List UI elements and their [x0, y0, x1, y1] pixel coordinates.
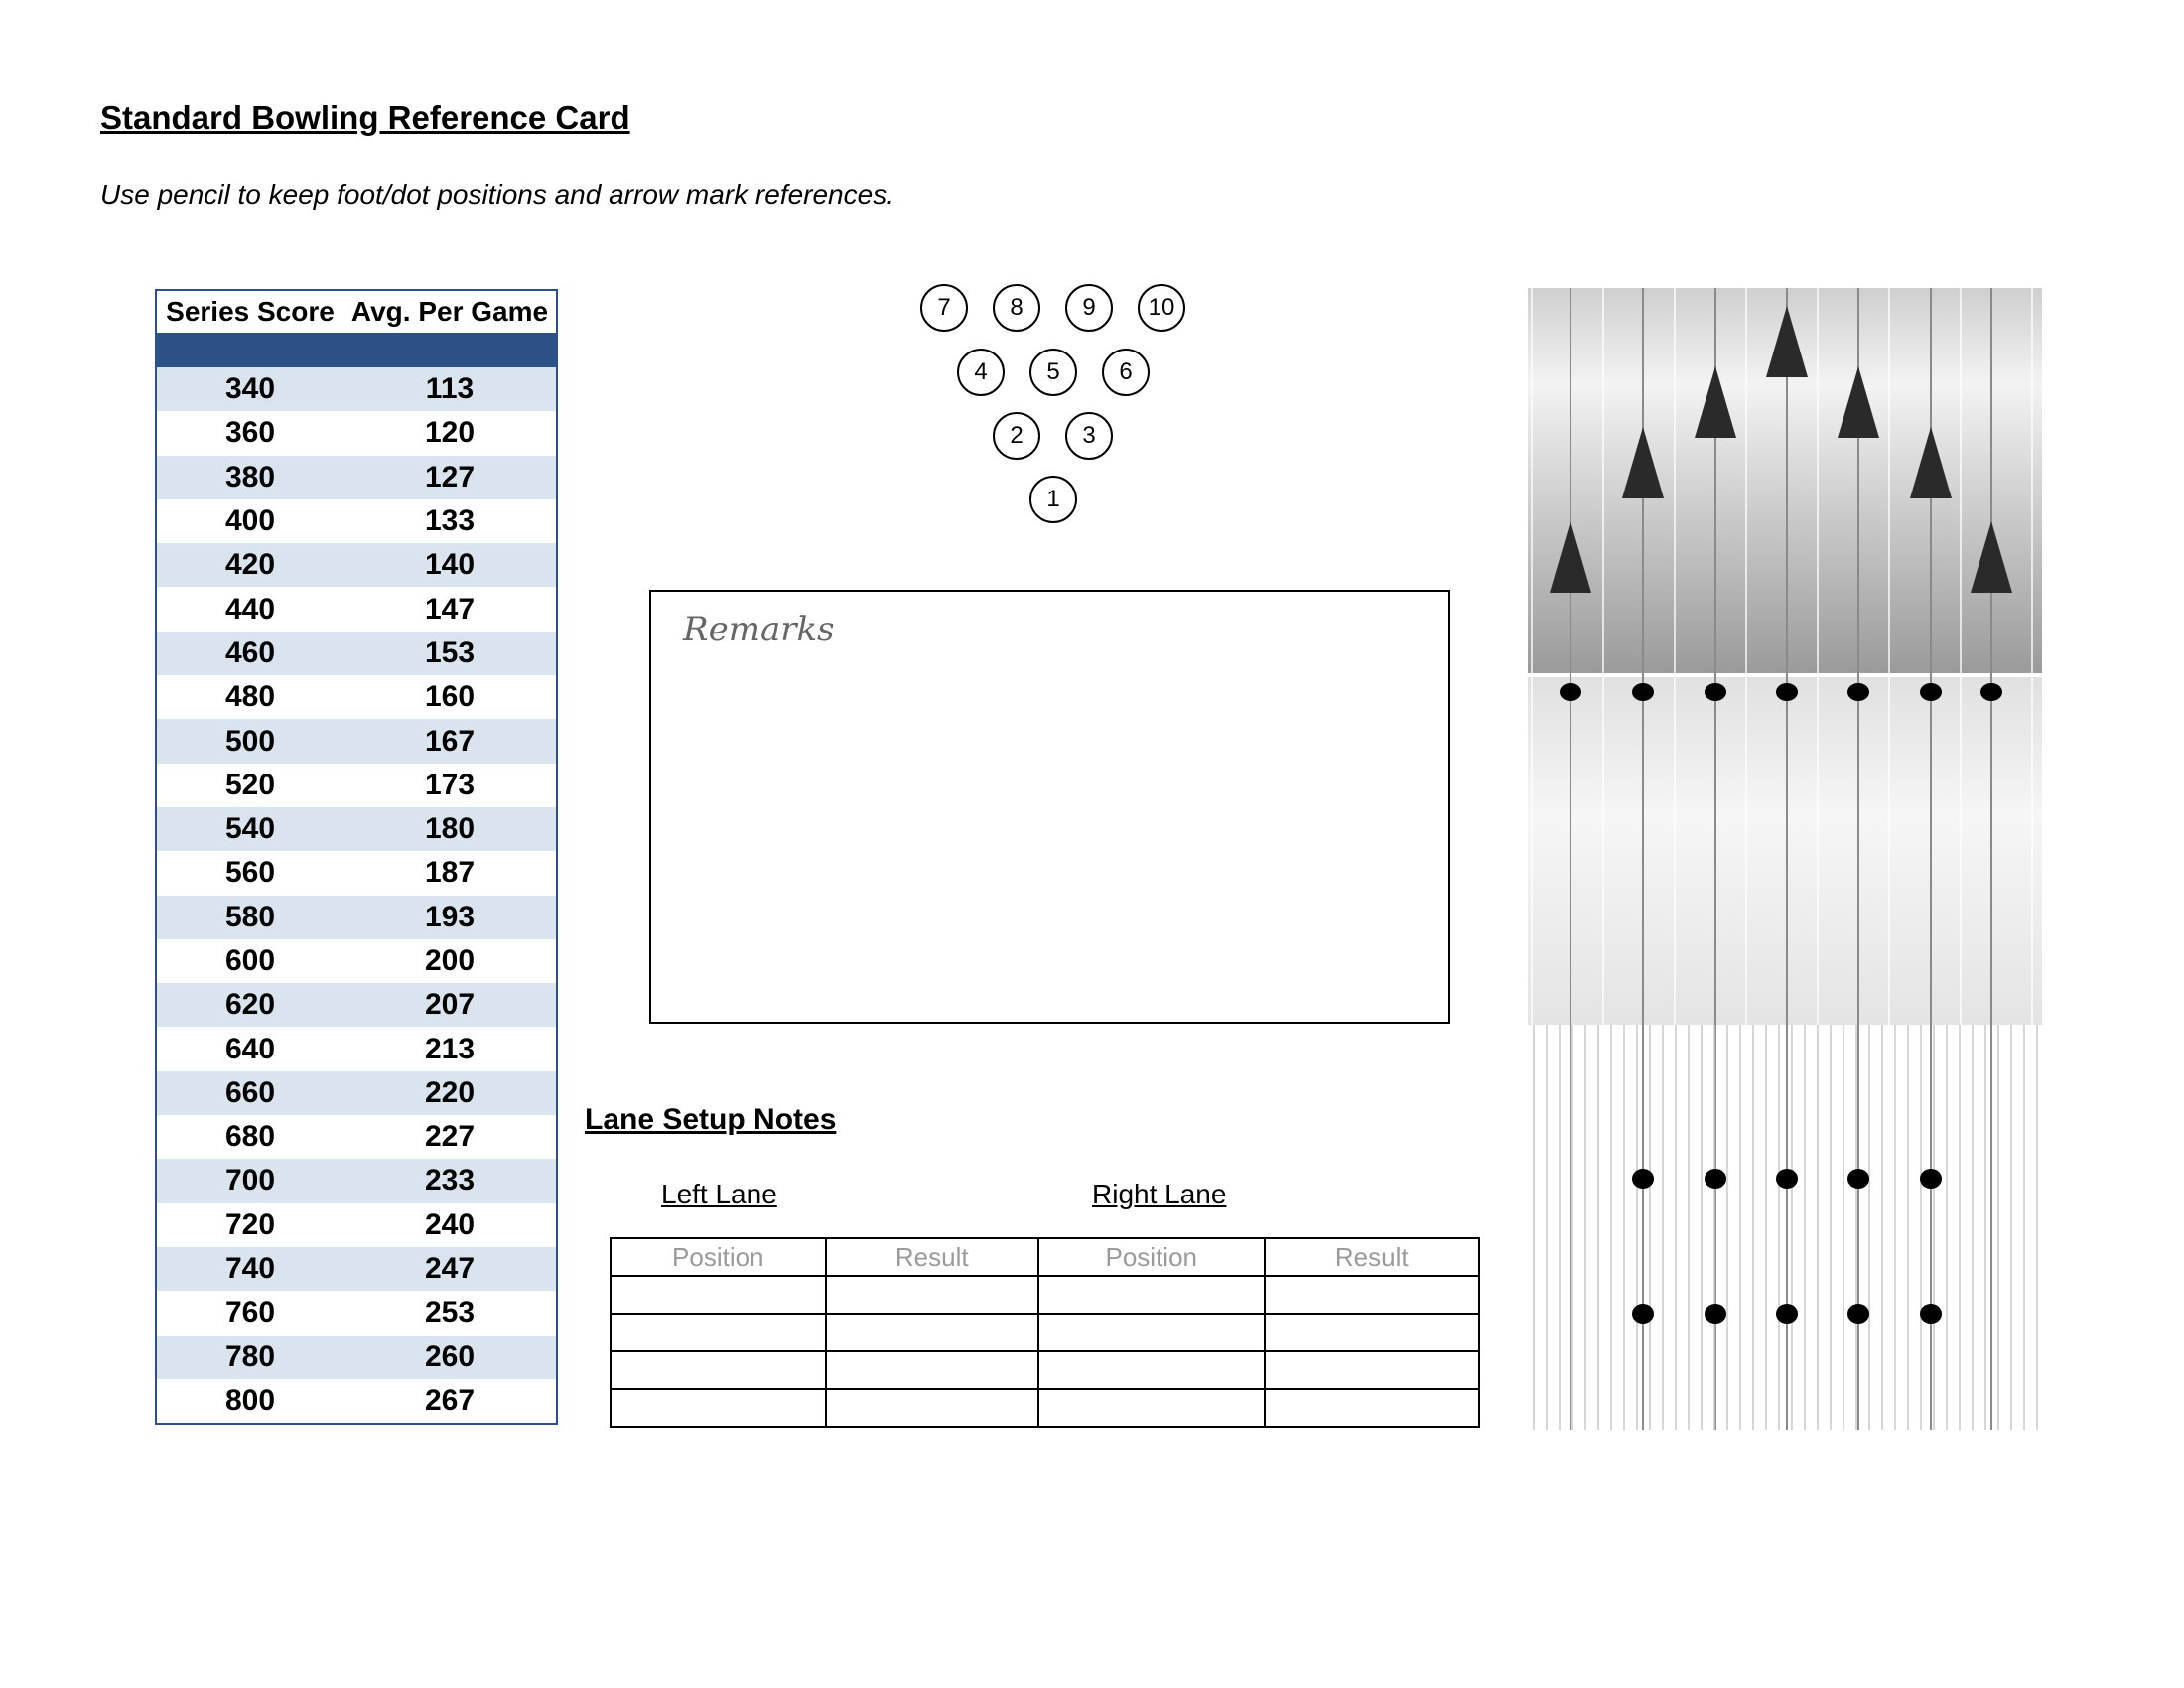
series-score-cell: 800 [224, 1383, 276, 1417]
notes-cell[interactable] [1265, 1276, 1480, 1314]
score-row [157, 1247, 556, 1291]
score-row [157, 411, 556, 455]
score-row [157, 456, 556, 499]
avg-per-game-header: Avg. Per Game [350, 296, 549, 327]
avg-per-game-cell: 247 [424, 1252, 476, 1286]
avg-per-game-cell: 187 [424, 856, 476, 890]
notes-cell[interactable] [1038, 1276, 1265, 1314]
approach-dot [1920, 1169, 1942, 1189]
avg-per-game-cell: 220 [424, 1075, 476, 1109]
page-title: Standard Bowling Reference Card [100, 99, 630, 136]
score-row [157, 896, 556, 939]
score-row [157, 807, 556, 851]
pin-5: 5 [1029, 349, 1077, 396]
notes-cell[interactable] [826, 1389, 1038, 1427]
series-score-cell: 660 [224, 1075, 276, 1109]
lane-dot [1632, 683, 1654, 701]
avg-per-game-cell: 227 [424, 1120, 476, 1154]
score-row [157, 499, 556, 543]
page-subtitle: Use pencil to keep foot/dot positions and arrow mark references. [100, 179, 894, 210]
score-row [157, 1291, 556, 1335]
notes-cell[interactable] [1038, 1389, 1265, 1427]
series-score-cell: 380 [224, 460, 276, 493]
series-score-cell: 620 [224, 988, 276, 1022]
avg-per-game-cell: 253 [424, 1296, 476, 1330]
score-row [157, 1115, 556, 1159]
avg-per-game-cell: 193 [424, 900, 476, 933]
pin-8: 8 [993, 284, 1040, 332]
lane-diagram [1528, 288, 2042, 1430]
score-row [157, 1071, 556, 1115]
avg-per-game-cell: 200 [424, 944, 476, 977]
series-score-cell: 720 [224, 1207, 276, 1241]
table-row [611, 1314, 1479, 1351]
table-row [611, 1389, 1479, 1427]
lane-approach-section [1528, 1025, 2042, 1430]
series-score-cell: 520 [224, 768, 276, 801]
notes-cell[interactable] [826, 1276, 1038, 1314]
pin-1: 1 [1029, 476, 1077, 523]
right-result-header: Result [1265, 1238, 1480, 1276]
avg-per-game-cell: 267 [424, 1383, 476, 1417]
series-score-cell: 680 [224, 1120, 276, 1154]
series-score-cell: 480 [224, 680, 276, 714]
approach-dot [1847, 1304, 1869, 1324]
avg-per-game-cell: 233 [424, 1164, 476, 1197]
avg-per-game-cell: 127 [424, 460, 476, 493]
right-position-header: Position [1038, 1238, 1265, 1276]
remarks-box[interactable] [649, 590, 1450, 1024]
score-table-band [157, 333, 556, 367]
notes-cell[interactable] [1265, 1314, 1480, 1351]
avg-per-game-cell: 167 [424, 724, 476, 758]
score-row [157, 632, 556, 675]
series-score-cell: 440 [224, 592, 276, 626]
right-lane-label: Right Lane [1092, 1179, 1227, 1209]
lane-dot [1776, 683, 1798, 701]
avg-per-game-cell: 133 [424, 504, 476, 538]
pin-9: 9 [1065, 284, 1113, 332]
lane-dot [1560, 683, 1581, 701]
score-row [157, 587, 556, 631]
notes-cell[interactable] [1038, 1351, 1265, 1389]
series-score-cell: 760 [224, 1296, 276, 1330]
approach-dot [1705, 1169, 1726, 1189]
series-score-cell: 400 [224, 504, 276, 538]
avg-per-game-cell: 147 [424, 592, 476, 626]
series-score-cell: 360 [224, 416, 276, 450]
avg-per-game-cell: 213 [424, 1032, 476, 1065]
score-table-body [157, 367, 556, 1423]
score-row [157, 983, 556, 1027]
score-table-header [157, 291, 556, 333]
series-score-cell: 540 [224, 812, 276, 846]
score-row [157, 1203, 556, 1247]
series-score-cell: 580 [224, 900, 276, 933]
approach-dot [1847, 1169, 1869, 1189]
score-row [157, 1027, 556, 1070]
notes-cell[interactable] [1265, 1389, 1480, 1427]
avg-per-game-cell: 180 [424, 812, 476, 846]
score-row [157, 939, 556, 983]
lane-dot [1980, 683, 2002, 701]
pin-3: 3 [1065, 412, 1113, 460]
score-row [157, 1336, 556, 1379]
pin-6: 6 [1102, 349, 1150, 396]
pin-4: 4 [957, 349, 1005, 396]
score-row [157, 1159, 556, 1202]
series-score-cell: 460 [224, 635, 276, 669]
approach-dot [1632, 1169, 1654, 1189]
score-row [157, 1379, 556, 1423]
series-score-cell: 600 [224, 944, 276, 977]
notes-cell[interactable] [611, 1276, 826, 1314]
left-lane-label: Left Lane [661, 1179, 777, 1209]
series-score-cell: 700 [224, 1164, 276, 1197]
score-row [157, 367, 556, 411]
approach-dot [1776, 1169, 1798, 1189]
notes-cell[interactable] [611, 1314, 826, 1351]
avg-per-game-cell: 207 [424, 988, 476, 1022]
left-result-header: Result [826, 1238, 1038, 1276]
approach-dot [1632, 1304, 1654, 1324]
notes-cell[interactable] [826, 1351, 1038, 1389]
lane-setup-body [611, 1276, 1479, 1427]
lane-dot-section [1528, 675, 2042, 1025]
notes-cell[interactable] [611, 1389, 826, 1427]
approach-dot [1920, 1304, 1942, 1324]
approach-dot [1776, 1304, 1798, 1324]
avg-per-game-cell: 153 [424, 635, 476, 669]
avg-per-game-cell: 240 [424, 1207, 476, 1241]
notes-cell[interactable] [1038, 1314, 1265, 1351]
score-row [157, 543, 556, 587]
avg-per-game-cell: 140 [424, 548, 476, 582]
score-row [157, 719, 556, 763]
score-row [157, 851, 556, 895]
approach-dot [1705, 1304, 1726, 1324]
score-table [155, 289, 558, 1425]
notes-cell[interactable] [826, 1314, 1038, 1351]
series-score-cell: 340 [224, 372, 276, 406]
lane-dot [1705, 683, 1726, 701]
table-row [611, 1276, 1479, 1314]
left-position-header: Position [611, 1238, 826, 1276]
avg-per-game-cell: 113 [425, 372, 475, 406]
series-score-cell: 640 [224, 1032, 276, 1065]
avg-per-game-cell: 160 [424, 680, 476, 714]
series-score-cell: 500 [224, 724, 276, 758]
series-score-header: Series Score [166, 296, 335, 327]
table-row [611, 1351, 1479, 1389]
score-row [157, 675, 556, 719]
avg-per-game-cell: 173 [424, 768, 476, 801]
lane-dot [1847, 683, 1869, 701]
lane-setup-table [610, 1237, 1480, 1428]
series-score-cell: 420 [224, 548, 276, 582]
notes-cell[interactable] [1265, 1351, 1480, 1389]
lane-setup-title: Lane Setup Notes [585, 1103, 837, 1136]
remarks-label: Remarks [683, 610, 835, 649]
notes-cell[interactable] [611, 1351, 826, 1389]
pin-10: 10 [1138, 284, 1185, 332]
pin-2: 2 [993, 412, 1040, 460]
series-score-cell: 780 [224, 1339, 276, 1373]
series-score-cell: 560 [224, 856, 276, 890]
avg-per-game-cell: 260 [424, 1339, 476, 1373]
series-score-cell: 740 [224, 1252, 276, 1286]
avg-per-game-cell: 120 [424, 416, 476, 450]
pin-7: 7 [920, 284, 968, 332]
lane-dot [1920, 683, 1942, 701]
score-row [157, 764, 556, 807]
